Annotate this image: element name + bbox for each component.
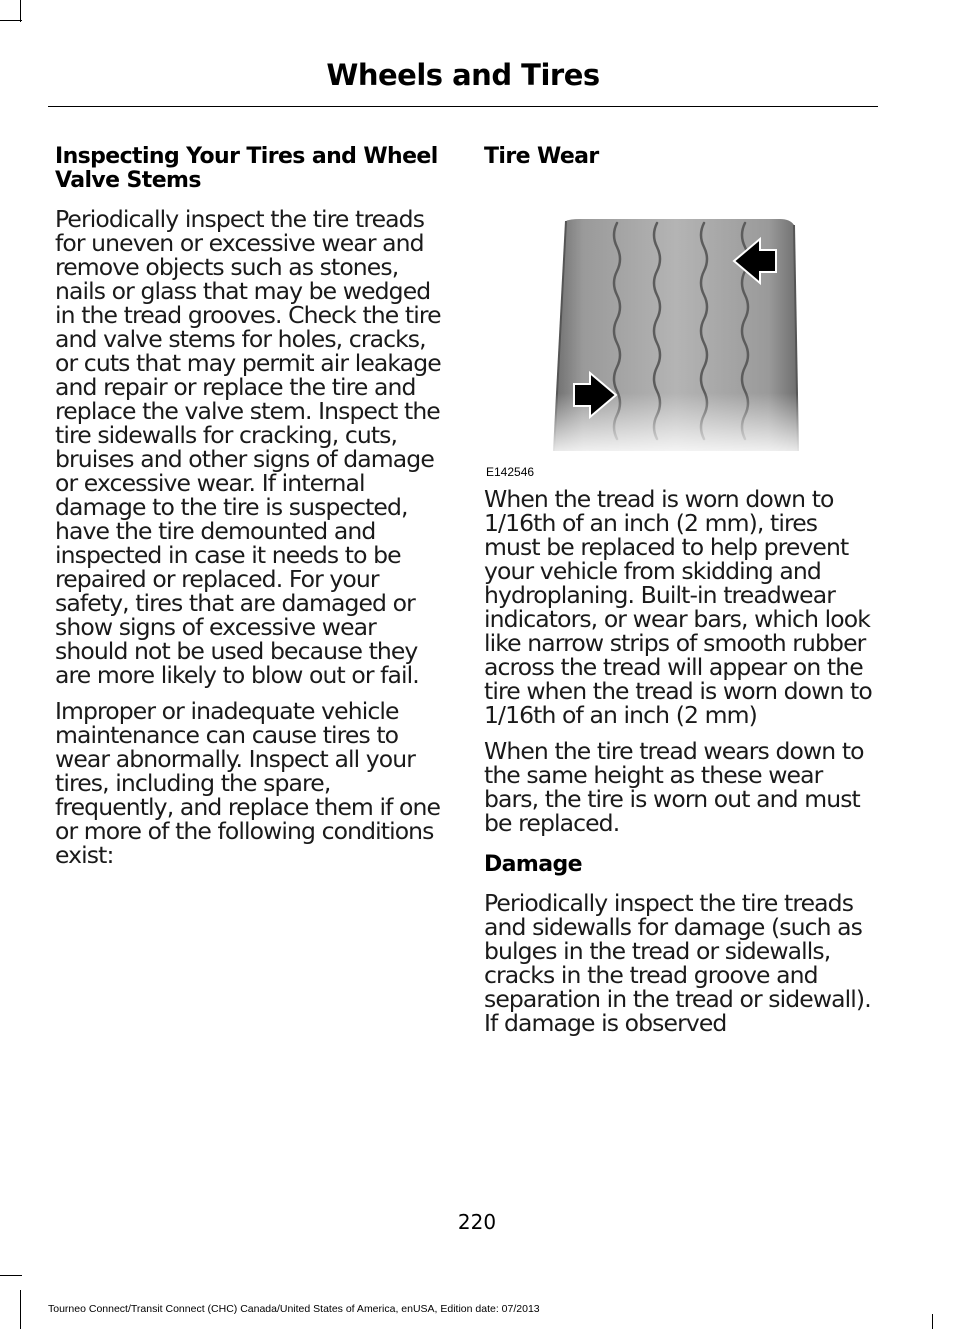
section-heading-tire-wear: Tire Wear [484,144,599,169]
left-column [55,145,447,879]
section-heading-damage: Damage [484,852,582,877]
page-title: Wheels and Tires [326,58,600,92]
header-divider [48,106,878,107]
tire-tread-wear-bar-illustration [484,183,876,451]
crop-mark [932,1314,933,1329]
crop-mark [20,1290,21,1329]
paragraph: Periodically inspect the tire treads and sidewalls for damage (such as bulges in the tread or sidewalls, cracks in the tread groove and separation in the tread or sidewall). If damage is observed [484,889,871,1037]
paragraph: When the tread is worn down to 1/16th of an inch (2 mm), tires must be replaced to help prevent your vehicle from skidding and hydroplaning. Built-in treadwear indicators, or wear bars, which look like narrow strips of smooth rubber across the tread will appear on the tire when the tread is worn down to 1/16th of an inch (2 mm) [484,485,872,729]
tire-wear-figure [484,183,876,479]
right-column [484,145,876,1047]
paragraph: When the tire tread wears down to the same height as these wear bars, the tire is worn out and must be replaced. [484,737,864,837]
paragraph: Periodically inspect the tire treads for uneven or excessive wear and remove objects such as stones, nails or glass that may be wedged in the tread grooves. Check the tire and valve stems for holes, cracks, or cuts that may permit air leakage and repair or replace the tire and replace the valve stem. Inspect the tire sidewalls for cracking, cuts, bruises and other signs of damage or excessive wear. If internal damage to the tire is suspected, have the tire demounted and inspected in case it needs to be repaired or replaced. For your safety, tires that are damaged or show signs of excessive wear should not be used because they are more likely to blow out or fail. [55,205,441,689]
figure-code: E142546 [486,465,535,479]
spacer [484,463,876,487]
page-number: 220 [457,1210,497,1234]
section-heading-inspecting: Inspecting Your Tires and Wheel Valve Stems [55,144,438,193]
crop-mark [0,1275,22,1276]
crop-mark [20,0,21,22]
footer-edition-info: Tourneo Connect/Transit Connect (CHC) Canada/United States of America, enUSA, Edition date: 07/2013 [48,1303,540,1315]
paragraph: Improper or inadequate vehicle maintenance can cause tires to wear abnormally. Inspect all your tires, including the spare, frequently, and replace them if one or more of the following conditions exist: [55,697,441,869]
crop-mark [0,20,22,21]
